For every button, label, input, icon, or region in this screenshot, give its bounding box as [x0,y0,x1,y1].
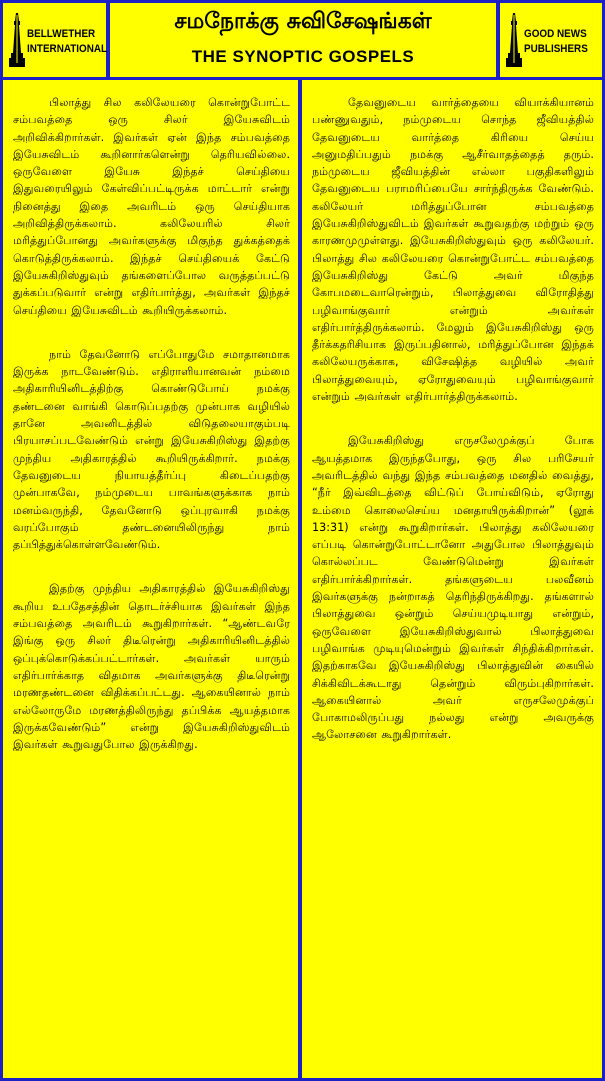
logo-left-line2: INTERNATIONAL [27,43,108,55]
page-title-tamil: சமநோக்கு சுவிசேஷங்கள் [174,9,432,34]
publisher-logo-left [3,3,106,77]
left-paragraph-3: இதற்கு முந்திய அதிகாரத்தில் இயேசுகிறிஸ்து கூறிய உபதேசத்தின் தொடர்ச்சியாக இவர்கள் இந்த சம்பவத்தை அவரிடம் கூறுகிறார்கள். “ஆண்டவரே இங்கு ஒரு சிலர் திடீரென்று அதிகாரியினிடத்தில் ஒப்புக்கொடுக்கப்பட்டார்கள். அவர்கள் யாரும் எதிர்பார்க்காத விதமாக அவர்களுக்கு திடீரென்று மரணதண்டனை விதிக்கப்பட்டது. ஆகையினால் நாம் எல்லோருமே மரணத்திலிருந்து தப்பிக்க ஆயத்தமாக இருக்கவேண்டும்” என்று இயேசுகிறிஸ்துவிடம் இவர்கள் கூறுவதுபோல இருக்கிறது. [13,582,290,752]
right-paragraph-1: தேவனுடைய வார்த்தையை வியாக்கியானம் பண்ணுவதும், நம்முடைய சொந்த ஜீவியத்தில் தேவனுடைய வார்த்தை கிரியை செய்ய அனுமதிப்பதும் நமக்கு ஆசீர்வாதத்தைத் தரும். நம்முடைய ஜீவியத்தின் எல்லா பகுதிகளிலும் தேவனுடைய பராமரிப்பையே சார்ந்திருக்க வேண்டும். கலிலேயர் மரித்துப்போன சம்பவத்தை இயேசுகிறிஸ்துவிடம் இவர்கள் கூறுவதற்கு மற்றும் ஒரு காரணமுமுள்ளது. இயேசுகிறிஸ்துவும் ஒரு கலிலேயர். பிலாத்து சில கலிலேயரை கொன்றுபோட்ட சம்பவத்தை இயேசுகிறிஸ்து கேட்டு அவர் மிகுந்த கோபமடைவாரென்றும், பிலாத்துவை விரோதித்து பழிவாங்குவார் என்றும் அவர்கள் எதிர்பார்த்திருக்கலாம். மேலும் இயேசுகிறிஸ்து ஒரு தீர்க்கதரிசியாக இருப்பதினால், மரித்துப்போன இந்தக் கலிலேயருக்காக, விசேஷித்த வழியில் அவர் பிலாத்துவையும், ஏரோதுவையும் பழிவாங்குவார் என்றும் அவர்கள் எதிர்பார்த்திருக்கலாம். [312,96,594,404]
left-column [3,80,298,1078]
left-paragraph-2: நாம் தேவனோடு எப்போதுமே சமாதானமாக இருக்க நாடவேண்டும். எதிராளியானவன் நம்மை அதிகாரியினிடத்திற்கு கொண்டுபோய் நமக்கு தண்டனை வாங்கி கொடுப்பதற்கு முன்பாக வழியில் தானே அவனிடத்தில் விடுதலையாகும்படி பிரயாசப்படவேண்டும் என்று இயேசுகிறிஸ்து இதற்கு முந்திய அதிகாரத்தில் கூறியிருக்கிறார். நமக்கு தேவனுடைய நியாயத்தீர்ப்பு கிடைப்பதற்கு முன்பாகவே, நம்முடைய பாவங்களுக்காக நாம் மனம்வருந்தி, தேவனோடு ஒப்புரவாகி நமக்கு வரப்போகும் தண்டனையிலிருந்து நாம் தப்பித்துக்கொள்ளவேண்டும். [13,347,290,552]
publisher-logo-right [500,3,602,77]
right-column [302,80,602,1078]
title-box [110,3,496,77]
page-title-english: THE SYNOPTIC GOSPELS [191,47,415,66]
left-paragraph-1: பிலாத்து சில கலிலேயரை கொன்றுபோட்ட சம்பவத்தை ஒரு சிலர் இயேசுவிடம் அறிவிக்கிறார்கள். இவர்கள் ஏன் இந்த சம்பவத்தை இயேசுவிடம் கூறினார்களென்று தெரியவில்லை. ஒருவேளை இயேசு இந்தச் செய்தியை இதுவரையிலும் கேள்விப்பட்டிருக்க மாட்டார் என்று நினைத்து இதை அவரிடம் ஒரு செய்தியாக அறிவித்திருக்கலாம். கலிலேயரில் சிலர் மரித்துப்போனது அவர்களுக்கு மிகுந்த துக்கத்தைக் கொடுத்திருக்கலாம். இந்தச் செய்தியைக் கேட்டு இயேசுகிறிஸ்துவும் தங்களைப்போல வருத்தப்பட்டு துக்கப்படுவார் என்று எதிர்பார்த்து, அவர்கள் இந்தச் செய்தியை இயேசுவிடம் கூறியிருக்கலாம். [13,96,290,317]
logo-right-line1: GOOD NEWS [524,28,587,40]
tower-icon [9,13,25,67]
logo-right-line2: PUBLISHERS [524,43,588,55]
tower-icon [506,13,522,67]
logo-left-line1: BELLWETHER [27,28,96,40]
right-paragraph-2: இயேசுகிறிஸ்து எருசலேமுக்குப் போக ஆயத்தமாக இருந்தபோது, ஒரு சில பரிசேயர் அவரிடத்தில் வந்து இந்த சம்பவத்தை மனதில் வைத்து, “நீர் இவ்விடத்தை விட்டுப் போய்விடும், ஏரோது உம்மை கொலைசெய்ய மனதாயிருக்கிறான்” (லூக் 13:31) என்று கூறுகிறார்கள். பிலாத்து கலிலேயரை எப்படி கொன்றுபோட்டானோ அதுபோல பிலாத்துவும் கொல்லப்பட வேண்டுமென்று இவர்கள் எதிர்பார்க்கிறார்கள். தங்களுடைய பலவீனம் இவர்களுக்கு நன்றாகத் தெரிந்திருக்கிறது. தங்களால் பிலாத்துவை ஒன்றும் செய்யமுடியாது என்றும், ஒருவேளை இயேசுகிறிஸ்துவால் பிலாத்துவை பழிவாங்க முடியுமென்றும் இவர்கள் சிந்திக்கிறார்கள். இதற்காகவே இயேசுகிறிஸ்து பிலாத்துவின் கையில் சிக்கிவிடக்கூடாது தென்றும் விரும்புகிறார்கள். ஆகையினால் அவர் எருசலேமுக்குப் போகாமலிருப்பது நல்லது என்று அவருக்கு ஆலோசனை கூறுகிறார்கள். [312,434,594,742]
